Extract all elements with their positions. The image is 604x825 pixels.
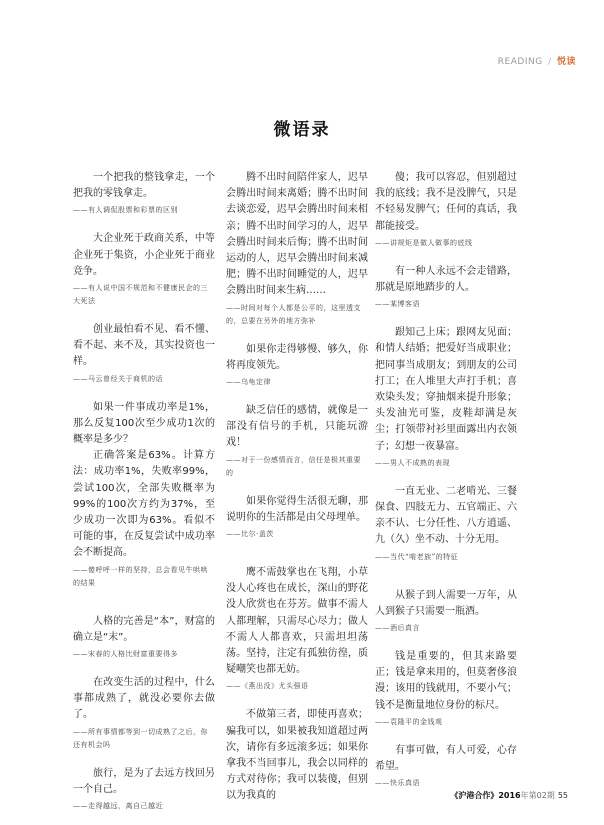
issue-number: 年第02期: [520, 791, 555, 800]
quote-source: ——走得越远，离自己越近: [73, 802, 163, 811]
quote-source: ——某博客语: [375, 300, 420, 309]
section-label-zh: 悦读: [556, 57, 576, 67]
quote-entry: [73, 675, 215, 752]
quote-source: ——所有事情都等到一切成熟了之后，你还有机会吗: [73, 727, 208, 749]
quote-source: ——比尔·盖茨: [226, 530, 274, 539]
quote-source: ——酒后真言: [375, 624, 420, 633]
section-separator: /: [548, 57, 552, 67]
quote-entry: [375, 649, 517, 729]
quote-entry: [375, 484, 517, 564]
quote-source: ——对于一份感情而言，信任是极其重要的: [226, 455, 361, 477]
quote-source: ——袁隆平的金钱观: [375, 717, 443, 726]
quote-source: ——时间对每个人都是公平的，这里透支的，总要在另外的地方弥补: [226, 303, 361, 325]
quote-paragraph: 一个把我的整钱拿走，一个把我的零钱拿走。: [73, 172, 215, 200]
magazine-name: 《沪港合作》: [450, 791, 499, 800]
quote-text: [226, 707, 368, 804]
quote-source: ——傻呼呼一样的坚持，总会看见牛哄哄的结果: [73, 565, 208, 587]
quote-paragraph: 旅行，是为了去远方找回另一个自己。: [73, 767, 215, 795]
issue-year: 2016: [498, 791, 521, 800]
quote-source: ——男人不成熟的表现: [375, 458, 450, 467]
quote-source: ——宋春的人格比财富重要得多: [73, 650, 178, 659]
quote-paragraph: 鹰不需鼓掌也在飞翔，小草没人心疼也在成长，深山的野花没人欣赏也在芬芳。做事不需人人都理解，只需尽心尽力；做人不需人人都喜欢，只需坦坦荡荡。坚持，注定有孤独彷徨，质疑嘲笑也都无妨。: [226, 567, 368, 676]
quote-paragraph: 从猴子到人需要一万年，从人到猴子只需要一瓶酒。: [375, 589, 517, 617]
quote-entry: [226, 170, 368, 328]
quote-text: [226, 494, 368, 526]
quote-paragraph: 一直无业、二老啃光、三餐保食、四肢无力、五官端正、六亲不认、七分任性、八方逍遥、九（久）坐不动、十分无用。: [375, 485, 517, 546]
quote-text: [375, 170, 517, 235]
quote-entry: [73, 231, 215, 308]
quote-paragraph: 创业最怕看不见、看不懂、看不起、来不及，其实投资也一样。: [73, 324, 215, 368]
quote-text: [73, 322, 215, 371]
quote-entry: [73, 766, 215, 813]
quote-text: [73, 614, 215, 646]
section-label-en: READING: [497, 57, 543, 67]
quote-paragraph: 在改变生活的过程中，什么事都成熟了，就没必要你去做了。: [73, 677, 215, 721]
page-title: 微语录: [273, 120, 331, 140]
quote-source: ——《燕出没》尤头强语: [226, 682, 309, 691]
quote-text: [375, 649, 517, 714]
quote-source: ——有人说中国不规范和不健康民企的三大死法: [73, 284, 208, 306]
quote-text: [375, 264, 517, 296]
quote-entry: [73, 322, 215, 386]
quote-paragraph: 正确答案是63%。计算方法：成功率1%，失败率99%，尝试100次，全部失败概率为99%的100次方约为37%，至少成功一次即为63%。看似不可能的事，在反复尝试中成功率会不断提高。: [73, 450, 215, 559]
quote-text: [375, 325, 517, 455]
quote-text: [73, 766, 215, 798]
column-1: [73, 170, 215, 813]
quote-entry: [226, 403, 368, 480]
quote-entry: [375, 743, 517, 790]
page-number: 55: [557, 791, 568, 800]
quote-entry: [375, 325, 517, 470]
quote-source: ——马云曾经关于商机的话: [73, 374, 163, 383]
quote-entry: [73, 614, 215, 661]
page-footer: [450, 790, 568, 801]
quote-text: [375, 743, 517, 775]
quote-text: [73, 231, 215, 280]
quote-paragraph: 钱是重要的，但其来路要正；钱是拿来用的，但莫奢侈浪漫；该用的钱就用，不要小气；钱不是衡量地位身份的标尺。: [375, 651, 517, 711]
quote-paragraph: 大企业死于政商关系，中等企业死于集资，小企业死于商业竞争。: [73, 233, 215, 277]
quote-paragraph: 缺乏信任的感情，就像是一部没有信号的手机，只能玩游戏！: [226, 405, 368, 449]
quote-entry: [226, 342, 368, 389]
quote-paragraph: 跟知己上床；跟网友见面；和情人结婚；把爱好当成职业；把同事当成朋友；到朋友的公司打工；在人堆里大声打手机；喜欢染头发；穿抽烟来提升形象；头发油光可鉴，皮鞋却满是灰尘；打领带衬衫里面露出内衣领子；幻想一夜暴富。: [375, 327, 517, 452]
quote-entry: [375, 264, 517, 311]
quote-paragraph: 人格的完善是“本”，财富的确立是“末”。: [73, 615, 215, 643]
quote-text: [226, 403, 368, 452]
quote-source: ——讲规矩是做人做事的底线: [375, 238, 473, 247]
quote-entry: [226, 494, 368, 541]
quote-entry: [375, 170, 517, 250]
quote-source: ——快乐真语: [375, 779, 420, 788]
quote-source: ——有人调侃股票和彩票的区别: [73, 206, 178, 215]
quote-paragraph: 如果你觉得生活很无聊，那说明你的生活都是由父母埋单。: [226, 495, 368, 523]
quote-text: [226, 170, 368, 300]
quote-text: [375, 588, 517, 620]
quote-entry: [73, 170, 215, 217]
quote-text: [226, 565, 368, 678]
quote-text: [73, 170, 215, 202]
quote-paragraph: 如果一件事成功率是1%，那么反复100次至少成功1次的概率是多少？: [73, 401, 215, 446]
quote-paragraph: 傻；我可以容忍，但别超过我的底线；我不是没脾气，只是不轻易发脾气；任何的真话，我都能接受。: [375, 172, 517, 232]
quote-paragraph: 不做第三者，即使再喜欢；骗我可以，如果被我知道超过两次，请你有多远滚多远；如果你拿我不当回事儿，我会以同样的方式对待你；我可以装傻，但别以为我真的: [226, 709, 368, 802]
quote-paragraph: 有事可做，有人可爱，心存希望。: [375, 744, 517, 773]
section-header: [498, 54, 576, 67]
quote-entry: [226, 707, 368, 804]
quote-source: ——乌龟定律: [226, 378, 271, 387]
column-3: [375, 170, 517, 790]
column-2: [226, 170, 368, 805]
quote-entry: [375, 588, 517, 635]
quote-text: [73, 400, 215, 562]
quote-source: ——当代“啃老族”的特征: [375, 552, 459, 561]
quote-entry: [226, 565, 368, 693]
quote-text: [226, 342, 368, 374]
quote-text: [375, 484, 517, 549]
quote-text: [73, 675, 215, 724]
quote-paragraph: 腾不出时间陪伴家人，迟早会腾出时间来离婚；腾不出时间去谈恋爱，迟早会腾出时间来相亲；腾不出时间学习的人，迟早会腾出时间来后悔；腾不出时间运动的人，迟早会腾出时间来减肥；腾不出时间睡觉的人，迟早会腾出时间来生病……: [226, 172, 368, 297]
quote-paragraph: 有一种人永远不会走错路，那就是原地踏步的人。: [375, 265, 517, 294]
quote-paragraph: 如果你走得够慢、够久，你将再度领先。: [226, 343, 368, 371]
quote-entry: [73, 400, 215, 590]
